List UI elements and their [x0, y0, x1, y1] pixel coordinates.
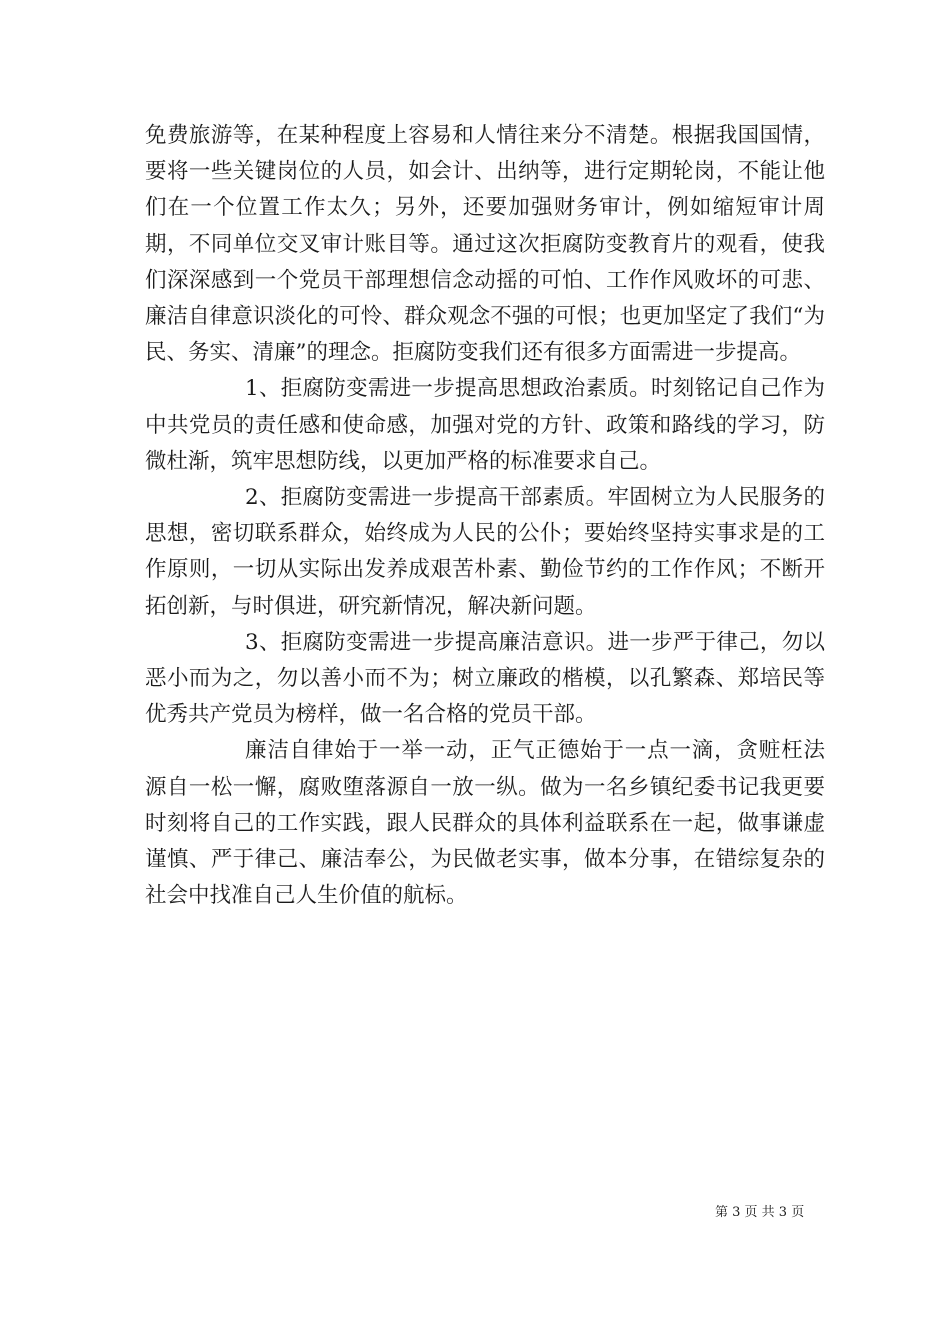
paragraph-point-1: 1、拒腐防变需进一步提高思想政治素质。时刻铭记自己作为中共党员的责任感和使命感，加强对党的方针、政策和路线的学习，防微杜渐，筑牢思想防线，以更加严格的标准要求自己。 [145, 376, 825, 474]
paragraph-point-3: 3、拒腐防变需进一步提高廉洁意识。进一步严于律己，勿以恶小而为之，勿以善小而不为；树立廉政的楷模，以孔繁森、郑培民等优秀共产党员为榜样，做一名合格的党员干部。 [145, 629, 825, 728]
paragraph-point-2: 2、拒腐防变需进一步提高干部素质。牢固树立为人民服务的思想，密切联系群众，始终成为人民的公仆；要始终坚持实事求是的工作原则，一切从实际出发养成艰苦朴素、勤俭节约的工作作风；不断开拓创新，与时俱进，研究新情况，解决新问题。 [145, 485, 825, 619]
document-body [145, 118, 825, 914]
paragraph-conclusion: 廉洁自律始于一举一动，正气正德始于一点一滴，贪赃枉法源自一松一懈，腐败堕落源自一放一纵。做为一名乡镇纪委书记我更要时刻将自己的工作实践，跟人民群众的具体利益联系在一起，做事谦虚谨慎、严于律己、廉洁奉公，为民做老实事，做本分事，在错综复杂的社会中找准自己人生价值的航标。 [145, 738, 825, 909]
page-number-footer: 第 3 页 共 3 页 [715, 1205, 805, 1220]
paragraph-continuation: 免费旅游等，在某种程度上容易和人情往来分不清楚。根据我国国情，要将一些关键岗位的人员，如会计、出纳等，进行定期轮岗，不能让他们在一个位置工作太久；另外，还要加强财务审计，例如缩短审计周期，不同单位交叉审计账目等。通过这次拒腐防变教育片的观看，使我们深深感到一个党员干部理想信念动摇的可怕、工作作风败坏的可悲、廉洁自律意识淡化的可怜、群众观念不强的可恨；也更加坚定了我们“为民、务实、清廉”的理念。拒腐防变我们还有很多方面需进一步提高。 [145, 123, 825, 366]
